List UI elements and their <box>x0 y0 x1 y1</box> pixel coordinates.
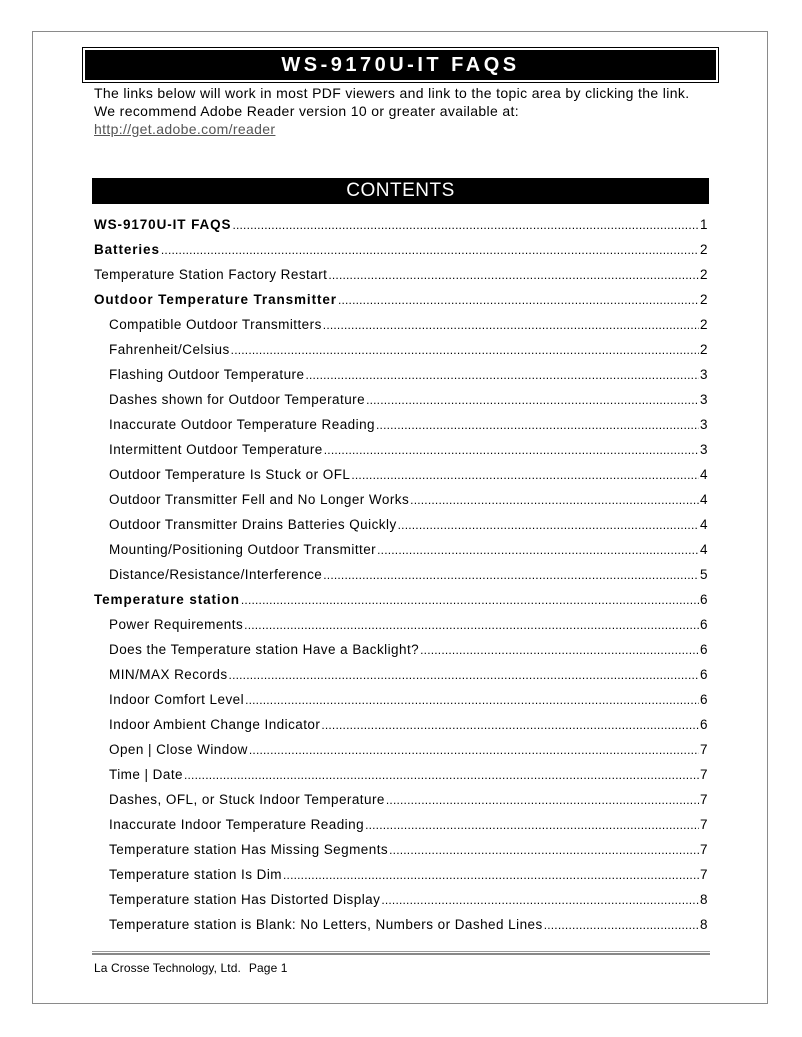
toc-dot-leader <box>420 643 699 657</box>
toc-entry-title[interactable]: Temperature station is Blank: No Letters, Numbers or Dashed Lines <box>109 917 543 932</box>
toc-entry[interactable] <box>94 742 708 767</box>
toc-dot-leader <box>410 493 699 507</box>
toc-entry-page[interactable]: 4 <box>700 517 708 532</box>
toc-entry[interactable] <box>94 767 708 792</box>
toc-entry-page[interactable]: 6 <box>700 692 708 707</box>
toc-entry-page[interactable]: 2 <box>700 242 708 257</box>
toc-entry[interactable] <box>94 267 708 292</box>
toc-entry[interactable] <box>94 217 708 242</box>
toc-entry-title[interactable]: Outdoor Temperature Transmitter <box>94 292 337 307</box>
toc-entry-title[interactable]: WS-9170U-IT FAQS <box>94 217 232 232</box>
toc-entry-title[interactable]: Temperature station <box>94 592 240 607</box>
intro-text: The links below will work in most PDF viewers and link to the topic area by clicking the link. We recommend Adobe Reader version 10 or greater available at: <box>94 85 690 119</box>
toc-entry-page[interactable]: 6 <box>700 667 708 682</box>
toc-entry[interactable] <box>94 417 708 442</box>
toc-dot-leader <box>283 868 699 882</box>
toc-entry-title[interactable]: Time | Date <box>109 767 183 782</box>
toc-entry-page[interactable]: 3 <box>700 417 708 432</box>
toc-entry-title[interactable]: Outdoor Transmitter Drains Batteries Quickly <box>109 517 397 532</box>
toc-entry-title[interactable]: Intermittent Outdoor Temperature <box>109 442 323 457</box>
toc-entry[interactable] <box>94 517 708 542</box>
footer-page-number: Page 1 <box>248 961 288 975</box>
toc-entry-title[interactable]: Indoor Ambient Change Indicator <box>109 717 321 732</box>
toc-dot-leader <box>241 593 699 607</box>
toc-entry-title[interactable]: MIN/MAX Records <box>109 667 228 682</box>
intro-paragraph <box>94 84 714 138</box>
toc-dot-leader <box>338 293 699 307</box>
toc-entry-title[interactable]: Outdoor Temperature Is Stuck or OFL <box>109 467 351 482</box>
toc-entry-page[interactable]: 4 <box>700 492 708 507</box>
toc-entry-title[interactable]: Dashes shown for Outdoor Temperature <box>109 392 366 407</box>
toc-entry[interactable] <box>94 917 708 942</box>
toc-entry-title[interactable]: Flashing Outdoor Temperature <box>109 367 305 382</box>
toc-dot-leader <box>386 793 699 807</box>
toc-entry[interactable] <box>94 292 708 317</box>
toc-entry[interactable] <box>94 442 708 467</box>
toc-entry-page[interactable]: 8 <box>700 917 708 932</box>
toc-entry-title[interactable]: Open | Close Window <box>109 742 248 757</box>
toc-entry-title[interactable]: Batteries <box>94 242 160 257</box>
toc-dot-leader <box>398 518 699 532</box>
toc-entry-page[interactable]: 7 <box>700 742 708 757</box>
toc-entry-page[interactable]: 2 <box>700 317 708 332</box>
toc-entry[interactable] <box>94 242 708 267</box>
toc-entry-page[interactable]: 7 <box>700 792 708 807</box>
toc-dot-leader <box>184 768 699 782</box>
toc-dot-leader <box>231 343 699 357</box>
toc-entry-title[interactable]: Compatible Outdoor Transmitters <box>109 317 322 332</box>
toc-dot-leader <box>249 743 699 757</box>
title-frame <box>82 47 719 83</box>
toc-entry[interactable] <box>94 667 708 692</box>
footer <box>94 961 288 975</box>
contents-heading: CONTENTS <box>92 178 709 204</box>
toc-entry[interactable] <box>94 867 708 892</box>
toc-entry-page[interactable]: 6 <box>700 717 708 732</box>
toc-entry-page[interactable]: 7 <box>700 842 708 857</box>
toc-dot-leader <box>376 418 699 432</box>
toc-entry-page[interactable]: 5 <box>700 567 708 582</box>
toc-entry[interactable] <box>94 892 708 917</box>
toc-entry-title[interactable]: Fahrenheit/Celsius <box>109 342 230 357</box>
toc-entry-page[interactable]: 1 <box>700 217 708 232</box>
toc-entry[interactable] <box>94 317 708 342</box>
toc-entry-title[interactable]: Dashes, OFL, or Stuck Indoor Temperature <box>109 792 385 807</box>
toc-entry-title[interactable]: Mounting/Positioning Outdoor Transmitter <box>109 542 377 557</box>
toc-entry-title[interactable]: Inaccurate Indoor Temperature Reading <box>109 817 365 832</box>
toc-entry-title[interactable]: Does the Temperature station Have a Backlight? <box>109 642 420 657</box>
toc-dot-leader <box>321 718 699 732</box>
toc-dot-leader <box>351 468 699 482</box>
toc-entry[interactable] <box>94 717 708 742</box>
toc-entry-page[interactable]: 7 <box>700 767 708 782</box>
toc-entry-page[interactable]: 2 <box>700 267 708 282</box>
toc-dot-leader <box>161 243 699 257</box>
toc-dot-leader <box>229 668 700 682</box>
toc-dot-leader <box>365 818 699 832</box>
toc-entry-page[interactable]: 3 <box>700 367 708 382</box>
toc-dot-leader <box>389 843 699 857</box>
toc-entry[interactable] <box>94 592 708 617</box>
footer-divider <box>92 951 710 955</box>
toc-dot-leader <box>544 918 699 932</box>
toc-entry[interactable] <box>94 342 708 367</box>
toc-entry[interactable] <box>94 642 708 667</box>
toc-entry[interactable] <box>94 817 708 842</box>
toc-entry-title[interactable]: Temperature Station Factory Restart <box>94 267 328 282</box>
toc-entry-page[interactable]: 7 <box>700 867 708 882</box>
toc-entry[interactable] <box>94 392 708 417</box>
toc-entry-title[interactable]: Distance/Resistance/Interference <box>109 567 323 582</box>
footer-company: La Crosse Technology, Ltd. <box>94 961 241 975</box>
toc-entry-page[interactable]: 2 <box>700 292 708 307</box>
toc-entry-title[interactable]: Power Requirements <box>109 617 244 632</box>
toc-dot-leader <box>323 568 699 582</box>
toc-entry-title[interactable]: Temperature station Has Distorted Display <box>109 892 381 907</box>
adobe-reader-link[interactable]: http://get.adobe.com/reader <box>94 121 276 137</box>
toc-dot-leader <box>245 693 699 707</box>
toc-entry-page[interactable]: 4 <box>700 467 708 482</box>
toc-entry[interactable] <box>94 792 708 817</box>
document-title: WS-9170U-IT FAQS <box>85 50 716 80</box>
toc-entry-title[interactable]: Outdoor Transmitter Fell and No Longer Works <box>109 492 410 507</box>
toc-entry-page[interactable]: 6 <box>700 642 708 657</box>
toc-dot-leader <box>244 618 699 632</box>
toc-dot-leader <box>381 893 699 907</box>
toc-entry[interactable] <box>94 842 708 867</box>
toc-entry[interactable] <box>94 567 708 592</box>
toc-entry-title[interactable]: Indoor Comfort Level <box>109 692 245 707</box>
table-of-contents <box>94 217 708 942</box>
toc-entry[interactable] <box>94 467 708 492</box>
toc-entry[interactable] <box>94 617 708 642</box>
toc-dot-leader <box>305 368 699 382</box>
toc-entry[interactable] <box>94 492 708 517</box>
toc-entry-page[interactable]: 3 <box>700 392 708 407</box>
toc-entry[interactable] <box>94 542 708 567</box>
toc-dot-leader <box>323 318 699 332</box>
toc-entry-page[interactable]: 2 <box>700 342 708 357</box>
toc-entry-title[interactable]: Temperature station Has Missing Segments <box>109 842 389 857</box>
toc-entry[interactable] <box>94 367 708 392</box>
toc-dot-leader <box>366 393 699 407</box>
toc-entry-page[interactable]: 3 <box>700 442 708 457</box>
toc-entry-page[interactable]: 6 <box>700 592 708 607</box>
toc-entry-title[interactable]: Inaccurate Outdoor Temperature Reading <box>109 417 375 432</box>
toc-entry-page[interactable]: 6 <box>700 617 708 632</box>
toc-entry-page[interactable]: 8 <box>700 892 708 907</box>
toc-entry[interactable] <box>94 692 708 717</box>
toc-dot-leader <box>232 218 699 232</box>
toc-entry-title[interactable]: Temperature station Is Dim <box>109 867 283 882</box>
toc-entry-page[interactable]: 7 <box>700 817 708 832</box>
toc-dot-leader <box>377 543 699 557</box>
toc-entry-page[interactable]: 4 <box>700 542 708 557</box>
toc-dot-leader <box>324 443 699 457</box>
toc-dot-leader <box>328 268 699 282</box>
